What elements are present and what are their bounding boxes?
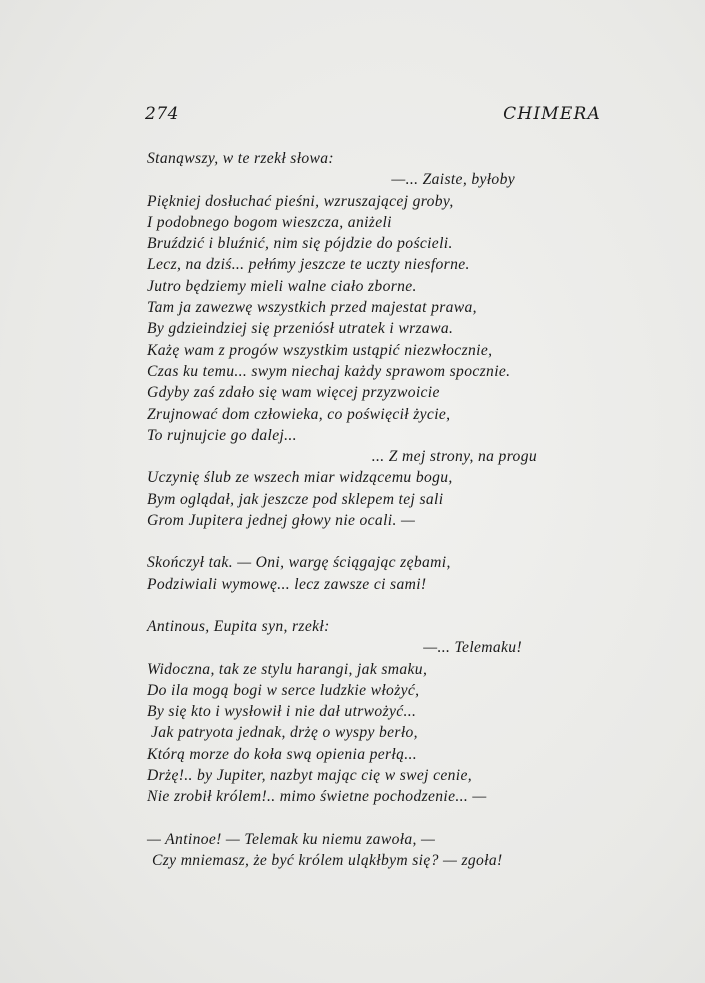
poem-line: By się kto i wysłowił i nie dał utrwożyć... [147,703,417,721]
poem-line: I podobnego bogom wieszcza, aniżeli [147,213,392,231]
poem-line: Widoczna, tak ze stylu harangi, jak smaku, [147,660,428,678]
poem-line: Podziwiali wymowę... lecz zawsze ci sami! [147,575,427,593]
poem-line: Bruździć i bluźnić, nim się pójdzie do pościeli. [147,235,453,253]
running-title: CHIMERA [503,104,601,124]
stanza [147,552,597,595]
poem-line: Jutro będziemy mieli walne ciało zborne. [147,277,417,295]
poem-line: — Antinoe! — Telemak ku niemu zawoła, — [147,830,436,848]
stanza-gap [147,808,597,829]
poem-line: Piękniej dosłuchać pieśni, wzruszającej groby, [147,192,454,210]
poem-text [147,148,597,871]
stanza [147,829,597,872]
stanza [147,616,597,808]
stanza [147,148,597,531]
poem-line: To rujnujcie go dalej... [147,426,297,444]
poem-line: ... Z mej strony, na progu [371,448,537,466]
poem-line: Antinous, Eupita syn, rzekł: [147,617,330,635]
poem-line: Którą morze do koła swą opienia perłą... [147,745,417,763]
poem-line: Drżę!.. by Jupiter, nazbyt mając cię w swej cenie, [147,767,472,785]
page-number: 274 [145,104,179,124]
poem-line: Grom Jupitera jednej głowy nie ocali. — [147,512,416,530]
poem-line: Do ila mogą bogi w serce ludzkie włożyć, [147,681,420,699]
poem-line: By gdzieindziej się przeniósł utratek i wrzawa. [147,320,454,338]
poem-line: —... Telemaku! [423,639,522,657]
poem-line: Każę wam z progów wszystkim ustąpić niezwłocznie, [147,341,493,359]
poem-line: Czy mniemasz, że być królem uląkłbym się? — zgoła! [152,851,503,869]
poem-line: Tam ja zawezwę wszystkich przed majestat prawa, [147,299,477,317]
stanza-gap [147,531,597,552]
poem-line: —... Zaiste, byłoby [391,171,515,189]
stanza-gap [147,595,597,616]
poem-line: Zrujnować dom człowieka, co poświęcił życie, [147,405,451,423]
poem-line: Jak patryota jednak, drżę o wyspy berło, [151,724,418,742]
poem-line: Bym oglądał, jak jeszcze pod sklepem tej sali [147,490,444,508]
poem-line: Gdyby zaś zdało się wam więcej przyzwoicie [147,384,440,402]
poem-line: Nie zrobił królem!.. mimo świetne pochodzenie... — [147,788,487,806]
poem-line: Skończył tak. — Oni, wargę ściągając zębami, [147,554,451,572]
poem-line: Czas ku temu... swym niechaj każdy sprawom spocznie. [147,362,511,380]
poem-line: Uczynię ślub ze wszech miar widzącemu bogu, [147,469,453,487]
poem-line: Stanąwszy, w te rzekł słowa: [147,150,334,167]
page-header [0,104,705,134]
poem-line: Lecz, na dziś... pełńmy jeszcze te uczty niesforne. [147,256,470,274]
